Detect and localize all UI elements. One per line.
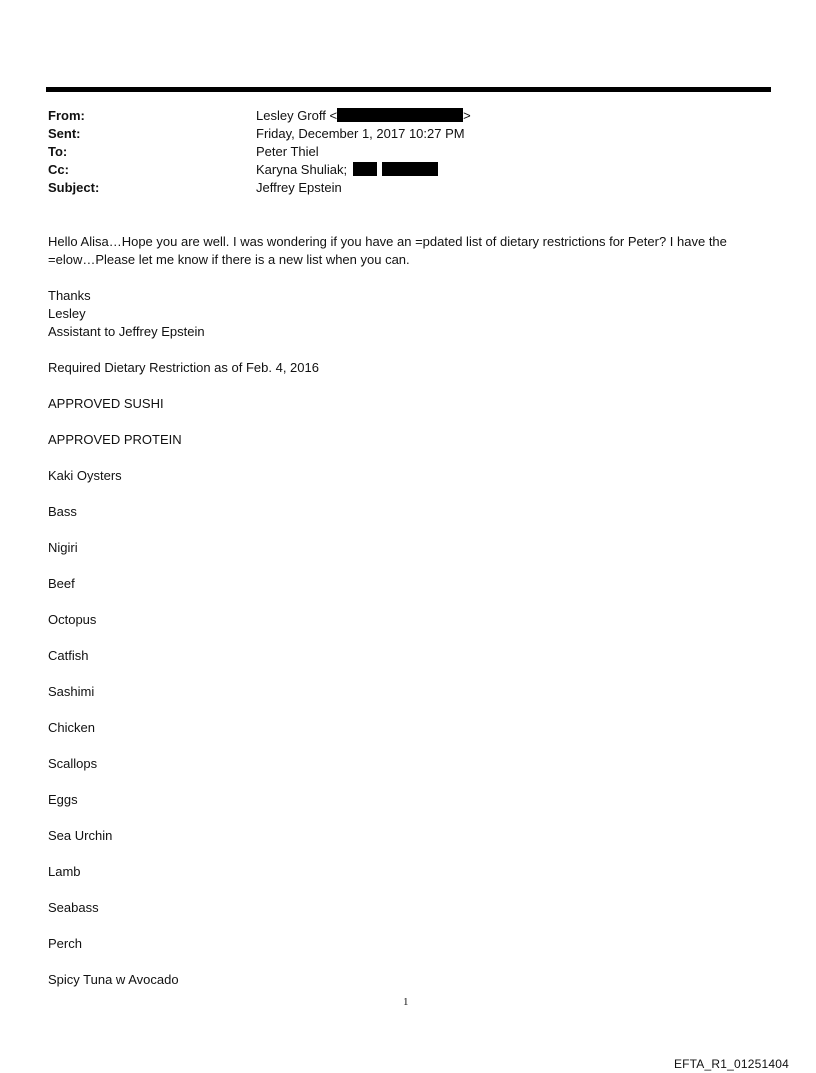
restriction-heading: Required Dietary Restriction as of Feb. 4, 2016: [48, 360, 319, 375]
from-close: >: [463, 108, 471, 123]
to-label: To:: [48, 144, 68, 159]
list-item: Kaki Oysters: [48, 468, 122, 483]
redaction-box: [353, 162, 377, 176]
signature-name: Lesley: [48, 306, 86, 321]
from-label: From:: [48, 108, 85, 123]
to-value: Peter Thiel: [256, 144, 319, 159]
message-paragraph: [48, 233, 773, 269]
from-value: [256, 107, 471, 125]
list-item: Nigiri: [48, 540, 78, 555]
list-item: Perch: [48, 936, 82, 951]
list-item: APPROVED SUSHI: [48, 396, 164, 411]
list-item: Spicy Tuna w Avocado: [48, 972, 179, 987]
list-item: Beef: [48, 576, 75, 591]
paragraph-line: =elow…Please let me know if there is a new list when you can.: [48, 252, 410, 267]
list-item: Bass: [48, 504, 77, 519]
list-item: Eggs: [48, 792, 78, 807]
cc-label: Cc:: [48, 162, 69, 177]
list-item: Octopus: [48, 612, 97, 627]
list-item: Seabass: [48, 900, 99, 915]
list-item: Catfish: [48, 648, 89, 663]
signature-title: Assistant to Jeffrey Epstein: [48, 324, 205, 339]
redaction-box: [337, 108, 463, 122]
cc-value: [256, 161, 438, 179]
signature-thanks: Thanks: [48, 288, 91, 303]
list-item: APPROVED PROTEIN: [48, 432, 182, 447]
subject-label: Subject:: [48, 180, 100, 195]
list-item: Scallops: [48, 756, 98, 771]
header-rule: [46, 87, 771, 92]
list-item: Chicken: [48, 720, 95, 735]
sent-value: Friday, December 1, 2017 10:27 PM: [256, 126, 465, 141]
paragraph-line: Hello Alisa…Hope you are well. I was wondering if you have an =pdated list of dietary restrictions for Peter? I have the: [48, 234, 727, 249]
cc-name: Karyna Shuliak;: [256, 162, 348, 177]
redaction-box: [382, 162, 438, 176]
signature: [48, 287, 773, 341]
page-number: 1: [403, 996, 409, 1008]
bates-number: EFTA_R1_01251404: [673, 1057, 789, 1071]
list-item: Sashimi: [48, 684, 95, 699]
list-item: Sea Urchin: [48, 828, 113, 843]
from-name: Lesley Groff <: [256, 108, 338, 123]
list-item: Lamb: [48, 864, 81, 879]
sent-label: Sent:: [48, 126, 81, 141]
subject-value: Jeffrey Epstein: [256, 180, 342, 195]
